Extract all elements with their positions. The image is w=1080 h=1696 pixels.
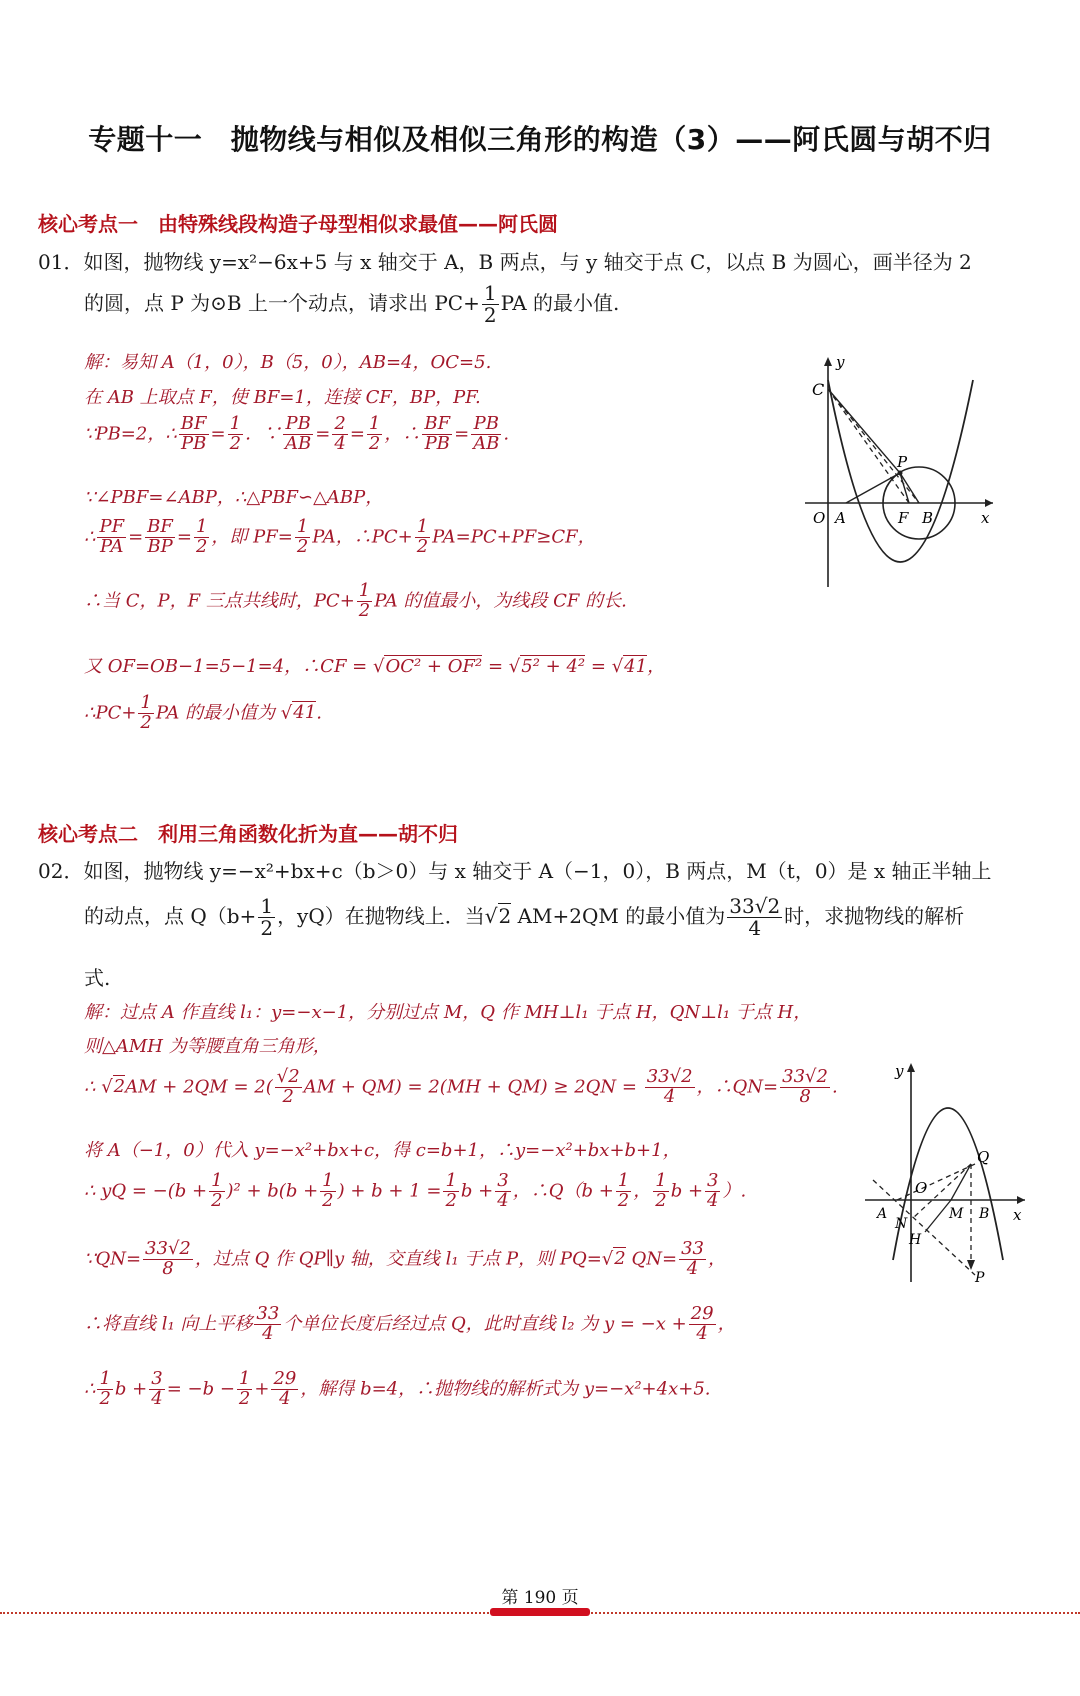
solution1-line7: 又 OF=OB−1=5−1=4，∴CF = √OC² + OF² = √5² + 4² = √41，: [84, 656, 666, 677]
solution2-line2: 则△AMH 为等腰直角三角形，: [84, 1036, 331, 1057]
section2-heading: 核心考点二 利用三角函数化折为直——胡不归: [38, 822, 458, 846]
footer-accent-bar: [490, 1608, 590, 1616]
fig2-label-O: O: [915, 1179, 928, 1197]
fig2-label-H: H: [909, 1232, 922, 1248]
solution2-line7: ∴将直线 l₁ 向上平移 $\frac{33}{4}$ 个单位长度后经过点 Q，此时直线 l₂ 为 y = −x + $\frac{29}{4}$ ，: [84, 1303, 736, 1344]
fig2-label-Q: Q: [977, 1148, 990, 1166]
solution2-line6: ∵QN= $\frac{33√2}{8}$ ，过点 Q 作 QP∥y 轴，交直线 l₁ 于点 P，则 PQ=√2 QN= $\frac{33}{4}$ ，: [84, 1238, 726, 1279]
solution1-line8: ∴PC+ $\frac{1}{2}$ PA 的最小值为 √41.: [84, 692, 322, 733]
solution2-line8: ∴ $\frac{1}{2}$ b + $\frac{3}{4}$ = −b − $\frac{1}{2}$ + $\frac{29}{4}$ ，解得 b=4，∴抛物线的解析式为 y=−x²+4x+5.: [84, 1368, 711, 1409]
question2-line2: 的动点，点 Q（b+ $\frac{1}{2}$ ，yQ）在抛物线上．当√2 AM+2QM 的最小值为 $\frac{33√2}{4}$ 时，求抛物线的解析: [84, 894, 965, 940]
page-title: 专题十一 抛物线与相似及相似三角形的构造（3）——阿氏圆与胡不归: [88, 123, 992, 156]
solution1-line1: 解：易知 A（1，0），B（5，0），AB=4，OC=5.: [84, 352, 492, 373]
solution2-line4: 将 A（−1，0）代入 y=−x²+bx+c，得 c=b+1，∴y=−x²+bx+b+1，: [84, 1140, 681, 1161]
page-number: 第 190 页: [501, 1588, 579, 1608]
solution1-line6: ∴当 C，P，F 三点共线时，PC+ $\frac{1}{2}$ PA 的值最小，为线段 CF 的长.: [84, 580, 627, 621]
fig2-label-A: A: [877, 1206, 888, 1222]
fig1-label-y: y: [836, 355, 845, 371]
fig1-label-A: A: [835, 509, 846, 527]
question1-line2: 的圆，点 P 为⊙B 上一个动点，请求出 PC+ $\frac{1}{2}$ PA 的最小值.: [84, 281, 620, 327]
solution1-line4: ∵∠PBF=∠ABP，∴△PBF∽△ABP，: [84, 487, 384, 508]
figure1-parabola-circle: [805, 355, 1000, 590]
fig2-label-M: M: [949, 1206, 964, 1222]
solution1-line2: 在 AB 上取点 F，使 BF=1，连接 CF，BP，PF.: [84, 387, 481, 408]
fig2-label-N: N: [895, 1216, 908, 1232]
fig1-label-x: x: [981, 509, 990, 527]
fig2-label-y: y: [895, 1062, 904, 1080]
fig1-label-F: F: [898, 509, 909, 527]
solution2-line1: 解：过点 A 作直线 l₁：y=−x−1，分别过点 M，Q 作 MH⊥l₁ 于点 H，QN⊥l₁ 于点 H，: [84, 1002, 812, 1023]
fig2-label-P: P: [975, 1270, 985, 1286]
fig2-label-x: x: [1013, 1206, 1022, 1224]
solution1-line5: ∴ $\frac{PF}{PA}$ = $\frac{BF}{BP}$ = $\frac{1}{2}$ ，即 PF= $\frac{1}{2}$ PA，∴PC+ $\frac{1}{2}$ PA=PC+PF≥CF，: [84, 516, 596, 557]
fig1-label-C: C: [812, 380, 825, 399]
fraction: $\frac{1}{2}$: [483, 281, 497, 327]
section1-heading: 核心考点一 由特殊线段构造子母型相似求最值——阿氏圆: [38, 212, 558, 236]
question1-number: 01．: [38, 250, 84, 274]
question2-number: 02．: [38, 859, 84, 883]
question1-line1: 01．如图，抛物线 y=x²−6x+5 与 x 轴交于 A，B 两点，与 y 轴交于点 C，以点 B 为圆心，画半径为 2: [38, 250, 972, 274]
fig1-label-P: P: [897, 453, 908, 471]
figure2-parabola-lines: [865, 1060, 1030, 1290]
fig1-label-O: O: [813, 509, 826, 527]
question2-line3: 式.: [84, 966, 111, 990]
fig2-label-B: B: [979, 1206, 990, 1222]
fig1-label-B: B: [922, 509, 934, 527]
solution2-line3: ∴ √2AM + 2QM = 2( $\frac{√2}{2}$ AM + QM) = 2(MH + QM) ≥ 2QN = $\frac{33√2}{4}$ ，∴QN= $\frac{33√2}{8}$ .: [84, 1066, 838, 1107]
solution1-line3: ∵PB=2，∴ $\frac{BF}{PB}$ = $\frac{1}{2}$ ．∵ $\frac{PB}{AB}$ = $\frac{2}{4}$ = $\frac{1}{2}$ ，∴ $\frac{BF}{PB}$ = $\frac{PB}{AB}$ .: [84, 413, 510, 454]
question2-line1: 02．如图，抛物线 y=−x²+bx+c（b＞0）与 x 轴交于 A（−1，0），B 两点，M（t，0）是 x 轴正半轴上: [38, 859, 992, 883]
solution2-line5: ∴ yQ = −(b + $\frac{1}{2}$ )² + b(b + $\frac{1}{2}$ ) + b + 1 = $\frac{1}{2}$ b + $\frac{3}{4}$ ，∴Q（b + $\frac{1}{2}$ ， $\frac{1}{2}$ b + $\frac{3}{4}$ ）.: [84, 1170, 747, 1211]
